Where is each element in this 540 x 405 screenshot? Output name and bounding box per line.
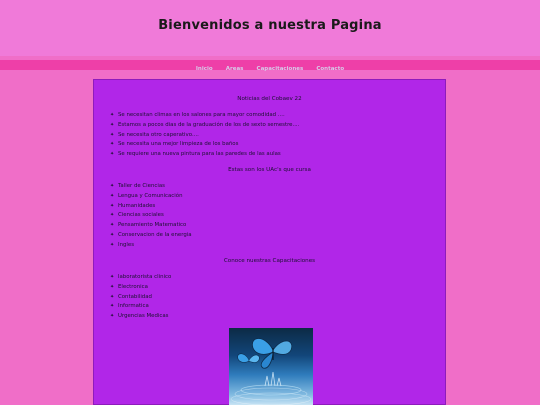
news-item-text: Se requiere una nueva pintura para las paredes de las aulas: [118, 151, 281, 158]
bullet-icon: ✦: [110, 231, 115, 238]
list-item: [110, 283, 445, 293]
butterfly-icon: [229, 328, 313, 405]
news-item-text: Se necesita una mejor limpieza de los baños: [118, 141, 239, 148]
list-item: [110, 182, 445, 192]
bullet-icon: ✦: [110, 112, 115, 118]
list-item: [110, 111, 445, 121]
uacs-title: Estas son los UAc's que cursa: [228, 167, 311, 173]
list-item: [110, 202, 445, 212]
news-item-text: Se necesitan climas en los salones para mayor comodidad ....: [118, 112, 285, 118]
list-item: [110, 231, 445, 241]
list-item: [110, 150, 445, 160]
list-item: [110, 293, 445, 303]
site-title: Bienvenidos a nuestra Pagina: [158, 18, 382, 33]
news-item-text: Se necesita otro caperativo....: [118, 131, 199, 138]
page-header: [0, 0, 540, 56]
bullet-icon: ✦: [110, 241, 115, 248]
list-item: [110, 312, 445, 322]
capacitaciones-list: [94, 273, 445, 322]
bullet-icon: ✦: [110, 141, 115, 148]
list-item: [110, 131, 445, 141]
list-item: [110, 221, 445, 231]
top-nav: [0, 60, 540, 70]
news-list: [94, 111, 445, 160]
list-item: [110, 121, 445, 131]
capacitacion-item-text: Electronica: [118, 283, 148, 290]
bullet-icon: ✦: [110, 183, 115, 189]
bullet-icon: ✦: [110, 202, 115, 209]
list-item: [110, 241, 445, 251]
nav-link-areas[interactable]: Areas: [225, 66, 244, 72]
bullet-icon: ✦: [110, 212, 115, 219]
butterfly-image: [229, 328, 313, 405]
bullet-icon: ✦: [110, 151, 115, 158]
nav-link-inicio[interactable]: Inicio: [195, 66, 213, 72]
nav-link-contacto[interactable]: Contacto: [316, 66, 345, 72]
list-item: [110, 302, 445, 312]
news-title: Noticias del Cobaev 22: [237, 96, 302, 102]
bullet-icon: ✦: [110, 121, 115, 128]
bullet-icon: ✦: [110, 303, 115, 310]
uac-item-text: Lengua y Comunicación: [118, 192, 183, 199]
uac-item-text: Conservacion de la energia: [118, 231, 192, 238]
list-item: [110, 192, 445, 202]
bullet-icon: ✦: [110, 283, 115, 290]
list-item: [110, 140, 445, 150]
list-item: [110, 211, 445, 221]
list-item: [110, 273, 445, 283]
capacitacion-item-text: Urgencias Medicas: [118, 313, 169, 320]
uac-item-text: Ingles: [118, 241, 135, 248]
bullet-icon: ✦: [110, 131, 115, 138]
capacitaciones-title: Conoce nuestras Capacitaciones: [223, 258, 316, 264]
bullet-icon: ✦: [110, 274, 115, 280]
nav-link-capacitaciones[interactable]: Capacitaciones: [256, 66, 304, 72]
capacitacion-item-text: Contabilidad: [118, 293, 152, 300]
uac-item-text: Humanidades: [118, 202, 156, 209]
bullet-icon: ✦: [110, 293, 115, 300]
uac-item-text: Pensamiento Matematico: [118, 222, 187, 229]
uacs-list: [94, 182, 445, 251]
capacitacion-item-text: laboratorista clinico: [118, 274, 172, 280]
bullet-icon: ✦: [110, 222, 115, 229]
bullet-icon: ✦: [110, 313, 115, 320]
capacitacion-item-text: Informatica: [118, 303, 149, 310]
bullet-icon: ✦: [110, 192, 115, 199]
uac-item-text: Ciencias sociales: [118, 212, 164, 219]
news-item-text: Estamos a pocos dias de la graduación de los de sexto semestre....: [118, 121, 300, 128]
uac-item-text: Taller de Ciencias: [118, 183, 165, 189]
main-content: [93, 79, 446, 405]
